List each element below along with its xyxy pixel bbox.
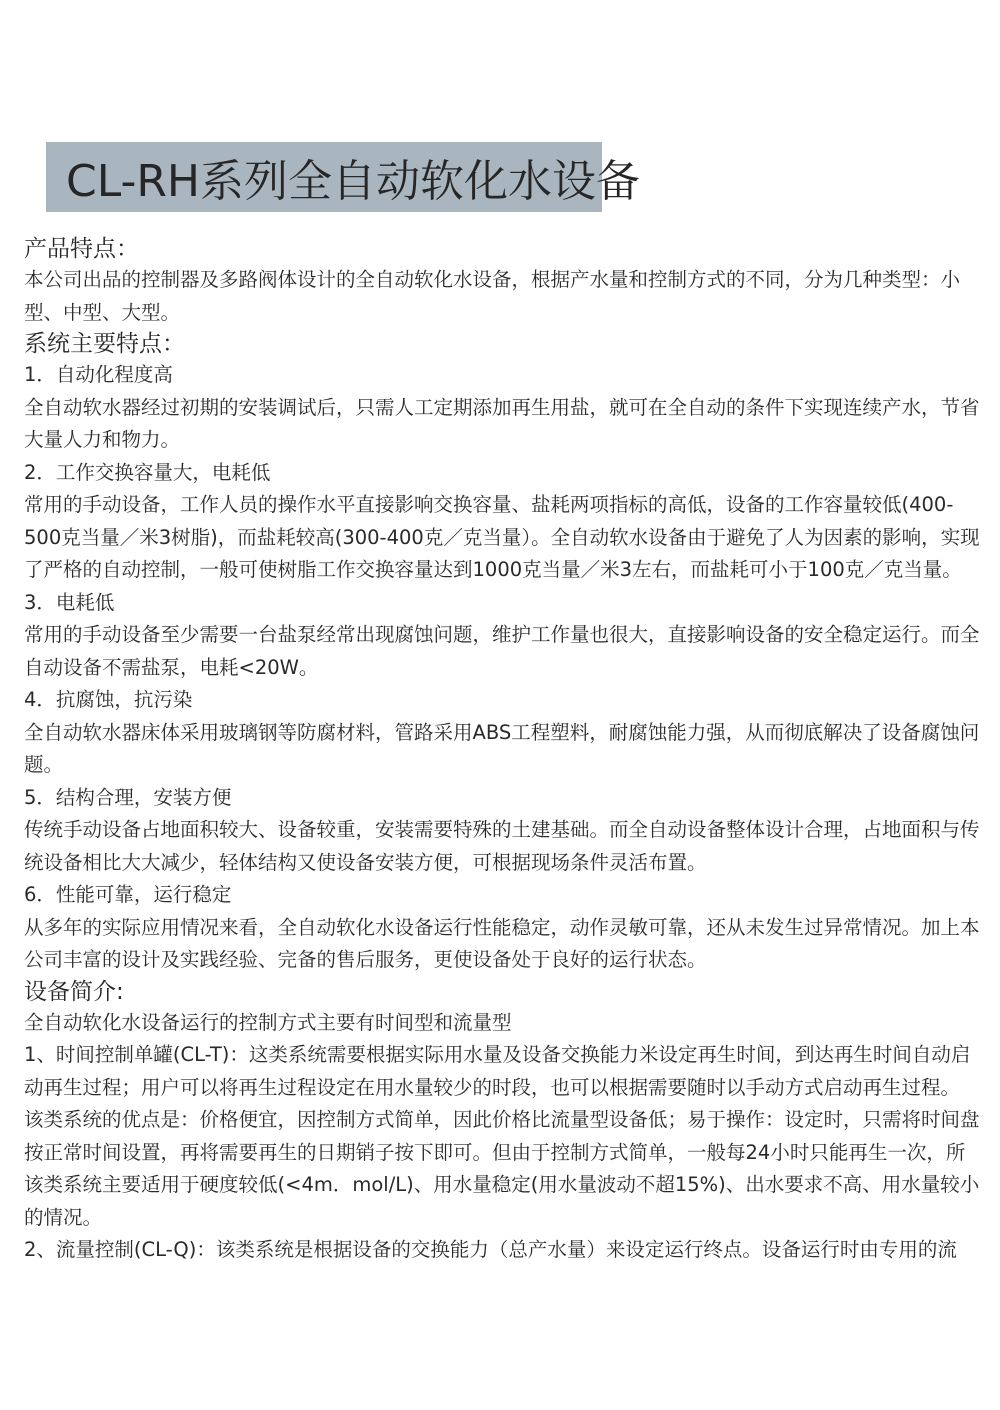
paragraph: 全自动软化水设备运行的控制方式主要有时间型和流量型: [24, 1010, 512, 1034]
list-item-heading: 4．抗腐蚀，抗污染: [24, 688, 193, 711]
list-item-heading: 2．工作交换容量大，电耗低: [24, 460, 271, 484]
paragraph: 全自动软水器床体采用玻璃钢等防腐材料，管路采用ABS工程塑料，耐腐蚀能力强，从而彻底解决了设备腐蚀问题。: [24, 720, 980, 776]
paragraph: 传统手动设备占地面积较大、设备较重，安装需要特殊的土建基础。而全自动设备整体设计合理，占地面积与传统设备相比大大减少，轻体结构又使设备安装方便，可根据现场条件灵活布置。: [24, 818, 980, 874]
section-heading-introduction: 设备简介:: [24, 978, 124, 1005]
paragraph: 全自动软水器经过初期的安装调试后，只需人工定期添加再生用盐，就可在全自动的条件下实现连续产水，节省大量人力和物力。: [24, 395, 980, 451]
paragraph: 1、时间控制单罐(CL-T)：这类系统需要根据实际用水量及设备交换能力米设定再生时间，到达再生时间自动启动再生过程；用户可以将再生过程设定在用水量较少的时段，也可以根据需要随时以手动方式启动再生过程。: [24, 1043, 971, 1099]
paragraph: 常用的手动设备至少需要一台盐泵经常出现腐蚀问题，维护工作量也很大，直接影响设备的安全稳定运行。而全自动设备不需盐泵，电耗<20W。: [24, 623, 980, 679]
paragraph: 本公司出品的控制器及多路阀体设计的全自动软化水设备，根据产水量和控制方式的不同，分为几种类型：小型、中型、大型。: [24, 268, 961, 324]
section-heading-system-features: 系统主要特点：: [24, 331, 185, 357]
list-item-heading: 5．结构合理，安装方便: [24, 785, 232, 809]
section-heading-features: 产品特点：: [24, 236, 139, 262]
list-item-heading: 6．性能可靠，运行稳定: [24, 883, 232, 906]
paragraph: 该类系统的优点是：价格便宜，因控制方式简单，因此价格比流量型设备低；易于操作：设定时，只需将时间盘按正常时间设置，再将需要再生的日期销子按下即可。但由于控制方式简单，一般每24小时只能再生一次，所该类系统主要适用于硬度较低(<4m．mol/L)、用水量稳定(用水量波动不超15%)、出水要求不高、用水量较小的情况。: [24, 1108, 980, 1229]
paragraph: 常用的手动设备，工作人员的操作水平直接影响交换容量、盐耗两项指标的高低，设备的工作容量较低(400-500克当量／米3树脂)，而盐耗较高(300-400克／克当量）。全自动软水设备由于避免了人为因素的影响，实现了严格的自动控制，一般可使树脂工作交换容量达到1000克当量／米3左右，而盐耗可小于100克／克当量。: [24, 493, 980, 581]
list-item-heading: 3．电耗低: [24, 590, 115, 614]
title-banner: [46, 142, 640, 212]
paragraph: 2、流量控制(CL-Q)：该类系统是根据设备的交换能力（总产水量）来设定运行终点。设备运行时由专用的流: [24, 1238, 957, 1261]
list-item-heading: 1．自动化程度高: [24, 363, 173, 386]
document-body: [24, 234, 980, 1267]
page-title: CL-RH系列全自动软化水设备: [66, 156, 640, 207]
paragraph: 从多年的实际应用情况来看，全自动软化水设备运行性能稳定，动作灵敏可靠，还从未发生过异常情况。加上本公司丰富的设计及实践经验、完备的售后服务，更使设备处于良好的运行状态。: [24, 915, 980, 971]
